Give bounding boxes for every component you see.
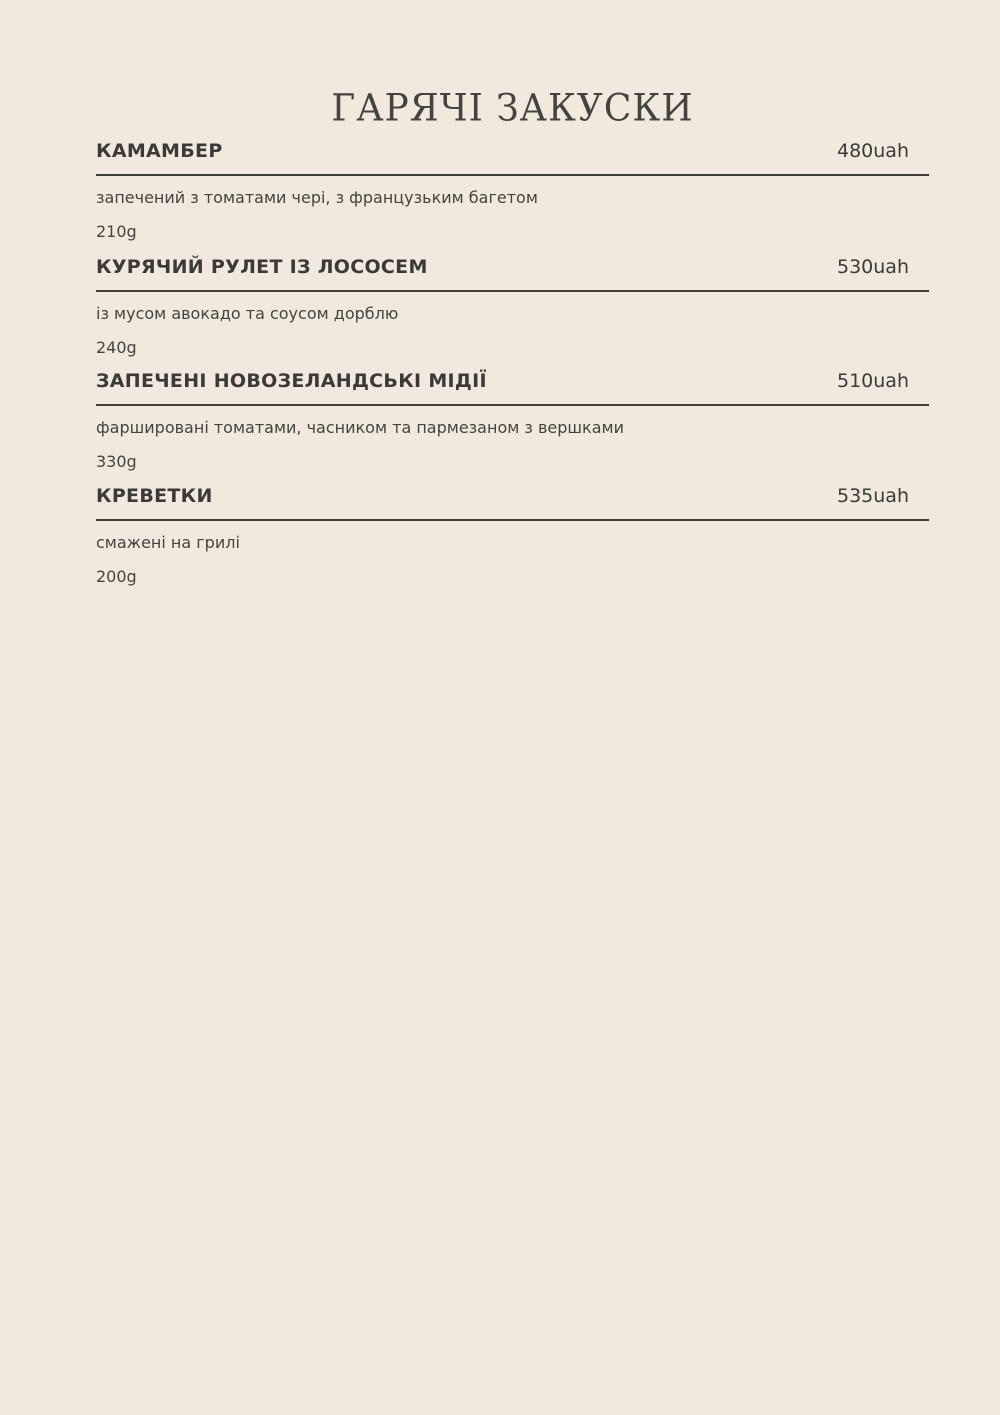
page-title: ГАРЯЧІ ЗАКУСКИ [331,87,694,131]
menu-item-name: КУРЯЧИЙ РУЛЕТ ІЗ ЛОСОСЕМ [96,256,428,278]
menu-item-price: 510uah [837,370,909,392]
menu-item-price: 530uah [837,256,909,278]
menu-item-header [96,131,929,176]
menu-item-price: 480uah [837,140,909,162]
menu-item [96,476,929,592]
menu-item-description: фаршировані томатами, часником та пармезаном з вершками [96,418,624,437]
menu-item-header [96,476,929,521]
menu-item-weight: 330g [96,452,137,471]
divider [96,290,929,292]
menu-item-name: ЗАПЕЧЕНІ НОВОЗЕЛАНДСЬКІ МІДІЇ [96,370,487,392]
divider [96,404,929,406]
menu-item-name: КАМАМБЕР [96,140,223,162]
menu-item-weight: 200g [96,567,137,586]
menu-item-description: із мусом авокадо та соусом дорблю [96,304,399,323]
menu-item [96,247,929,363]
menu-item-header [96,247,929,292]
divider [96,174,929,176]
menu-item [96,361,929,477]
divider [96,519,929,521]
menu-item-header [96,361,929,406]
menu-item [96,131,929,247]
menu-item-weight: 240g [96,338,137,357]
menu-item-name: КРЕВЕТКИ [96,485,213,507]
menu-item-description: запечений з томатами черi, з французьким багетом [96,188,538,207]
menu-item-description: смажені на грилі [96,533,240,552]
menu-item-weight: 210g [96,222,137,241]
menu-item-price: 535uah [837,485,909,507]
